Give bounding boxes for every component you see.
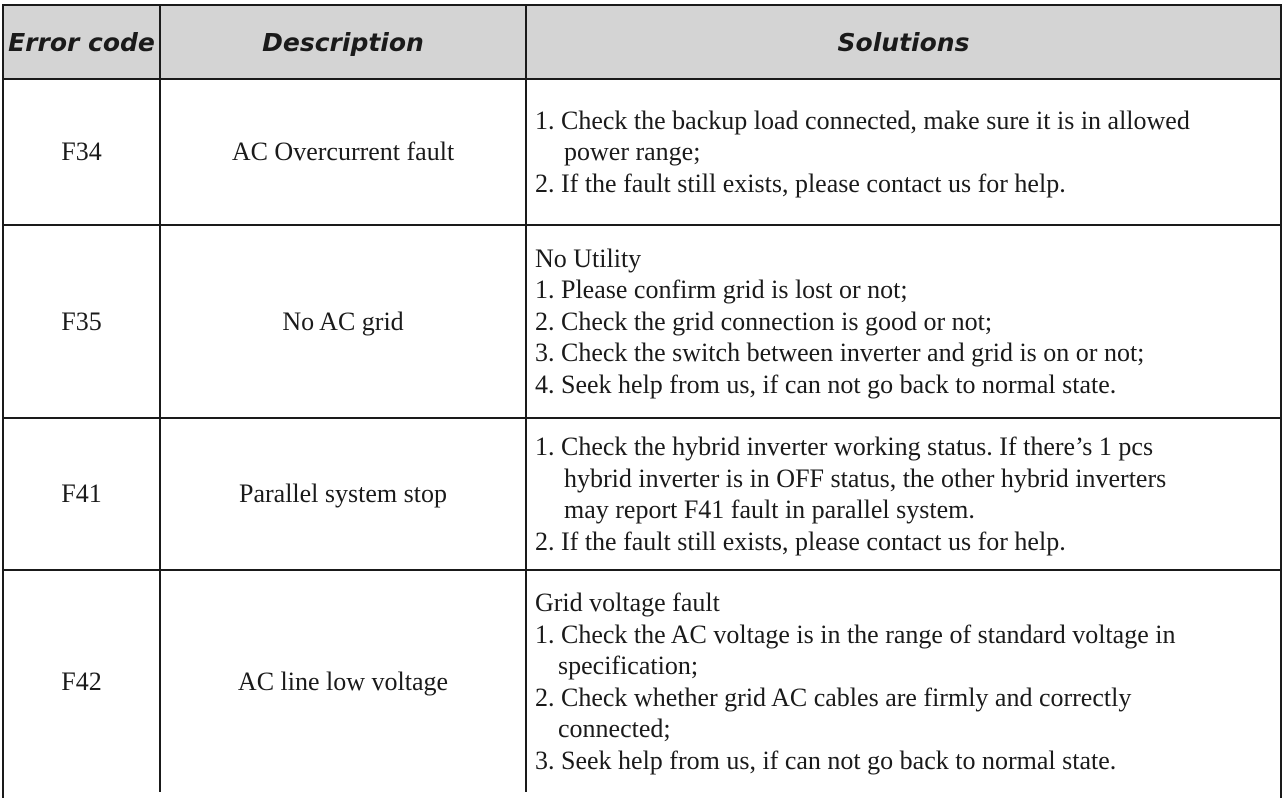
error-code-cell: F41 bbox=[4, 418, 160, 570]
solutions-cell bbox=[526, 418, 1280, 570]
solution-line: 2. If the fault still exists, please contact us for help. bbox=[535, 526, 1066, 556]
solution-line: 3. Check the switch between inverter and grid is on or not; bbox=[535, 338, 1145, 368]
solution-line: 1. Check the backup load connected, make sure it is in allowed bbox=[535, 105, 1190, 135]
solution-line: No Utility bbox=[535, 243, 642, 273]
header-solutions: Solutions bbox=[526, 5, 1280, 79]
solution-line: 2. If the fault still exists, please contact us for help. bbox=[535, 168, 1066, 198]
description-cell: Parallel system stop bbox=[160, 418, 526, 570]
error-code-table-container bbox=[2, 4, 1282, 798]
table-row bbox=[4, 418, 1280, 570]
solution-line: 2. Check the grid connection is good or not; bbox=[535, 306, 993, 336]
table-row bbox=[4, 225, 1280, 418]
solution-line: 2. Check whether grid AC cables are firmly and correctly bbox=[535, 682, 1132, 712]
solutions-cell bbox=[526, 570, 1280, 792]
header-description: Description bbox=[160, 5, 526, 79]
solution-line: connected; bbox=[558, 714, 671, 743]
solution-line: 1. Check the hybrid inverter working status. If there’s 1 pcs bbox=[535, 432, 1154, 461]
solution-line: 1. Please confirm grid is lost or not; bbox=[535, 275, 908, 305]
solutions-cell bbox=[526, 225, 1280, 418]
solution-line: 4. Seek help from us, if can not go back to normal state. bbox=[535, 369, 1117, 399]
solution-line: 3. Seek help from us, if can not go back to normal state. bbox=[535, 745, 1117, 775]
error-code-cell: F35 bbox=[4, 225, 160, 418]
solution-line: Grid voltage fault bbox=[535, 588, 720, 617]
description-cell: AC line low voltage bbox=[160, 570, 526, 792]
solution-line: may report F41 fault in parallel system. bbox=[564, 495, 975, 524]
solution-line: power range; bbox=[564, 137, 701, 167]
error-code-cell: F42 bbox=[4, 570, 160, 792]
solution-line: hybrid inverter is in OFF status, the other hybrid inverters bbox=[564, 463, 1167, 493]
description-cell: No AC grid bbox=[160, 225, 526, 418]
solutions-cell bbox=[526, 79, 1280, 225]
error-code-table bbox=[4, 4, 1280, 792]
description-cell: AC Overcurrent fault bbox=[160, 79, 526, 225]
table-row bbox=[4, 79, 1280, 225]
solution-line: specification; bbox=[558, 651, 699, 680]
table-row bbox=[4, 570, 1280, 792]
header-error-code: Error code bbox=[4, 5, 160, 79]
error-code-cell: F34 bbox=[4, 79, 160, 225]
solution-line: 1. Check the AC voltage is in the range of standard voltage in bbox=[535, 619, 1176, 649]
table-header-row bbox=[4, 5, 1280, 79]
